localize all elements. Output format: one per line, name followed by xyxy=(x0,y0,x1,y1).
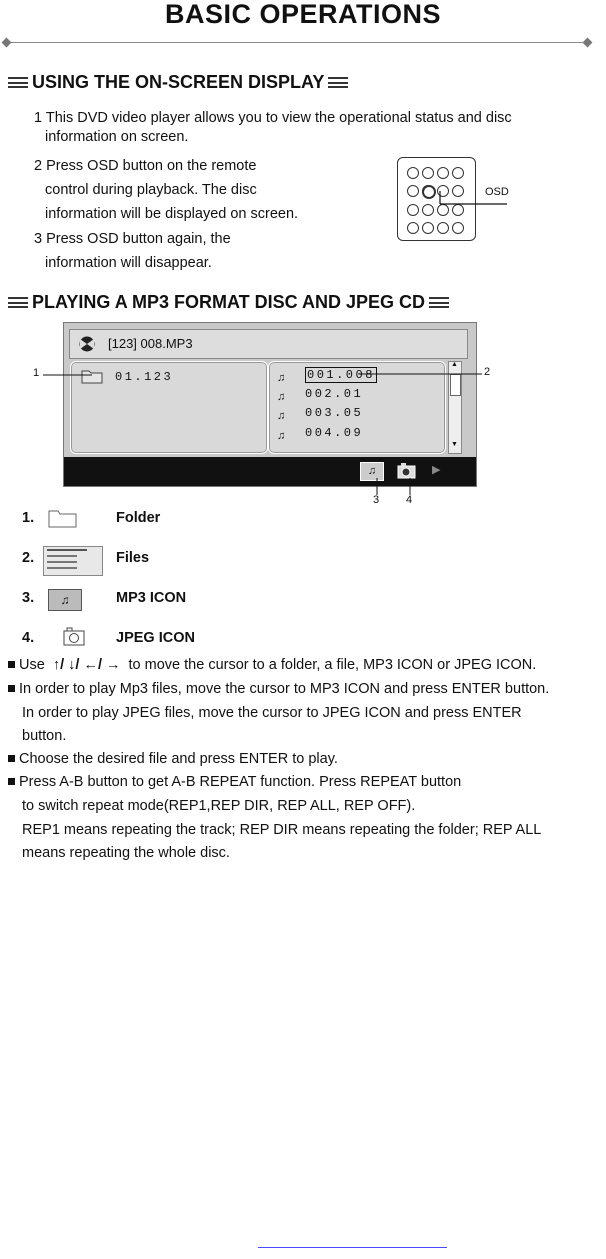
legend-number: 3. xyxy=(22,590,35,606)
mp3-icon: ♫ xyxy=(48,589,82,611)
bullet-repeat xyxy=(8,771,461,795)
file-name[interactable]: 003.05 xyxy=(305,406,364,420)
mp3-icon-button[interactable]: ♫ xyxy=(360,462,384,481)
scroll-up-icon[interactable]: ▲ xyxy=(451,361,458,368)
bullet-icon xyxy=(8,778,15,785)
osd-item-2-line-3: information will be displayed on screen. xyxy=(45,206,299,222)
screen-callout-lines xyxy=(0,360,606,510)
legend-number: 4. xyxy=(22,630,35,646)
legend-label: JPEG ICON xyxy=(116,630,195,646)
callout-4-label: 4 xyxy=(406,494,413,506)
heading-bars-icon xyxy=(8,77,28,88)
file-name-selected[interactable]: 001.008 xyxy=(307,368,375,382)
bullet-choose-file xyxy=(8,748,338,772)
bullet-play-mp3 xyxy=(8,678,549,702)
divider-diamond-left xyxy=(2,38,12,48)
folder-icon xyxy=(48,508,78,528)
footer-link-underline[interactable] xyxy=(258,1247,447,1248)
bullet-text: Press A-B button to get A-B REPEAT function. Press REPEAT button xyxy=(19,774,462,790)
arrow-keys-icon: ↑/ ↓/ ←/ → xyxy=(52,657,121,673)
legend-label: Folder xyxy=(116,510,161,526)
section-heading-mp3 xyxy=(8,292,449,313)
heading-bars-icon xyxy=(8,297,28,308)
bullet-text: In order to play JPEG files, move the cursor to JPEG ICON and press ENTER xyxy=(22,705,522,721)
bullet-text: to move the cursor to a folder, a file, MP3 ICON or JPEG ICON. xyxy=(128,657,537,673)
bullet-icon xyxy=(8,661,15,668)
bullet-text: button. xyxy=(22,728,67,744)
bullet-text: In order to play Mp3 files, move the cursor to MP3 ICON and press ENTER button. xyxy=(19,681,550,697)
play-arrow-icon[interactable]: ▶ xyxy=(432,464,441,476)
heading-bars-icon xyxy=(328,77,348,88)
section-heading-text: PLAYING A MP3 FORMAT DISC AND JPEG CD xyxy=(32,292,426,312)
disc-icon xyxy=(79,336,95,352)
legend-label: MP3 ICON xyxy=(116,590,187,606)
osd-item-2-line-2: control during playback. The disc xyxy=(45,182,257,198)
bullet-icon xyxy=(8,685,15,692)
screen-header xyxy=(69,329,468,359)
legend-label: Files xyxy=(116,550,150,566)
bullet-navigation xyxy=(8,654,536,678)
music-note-icon: ♫ xyxy=(277,391,286,403)
legend-number: 1. xyxy=(22,510,35,526)
file-name[interactable]: 004.09 xyxy=(305,426,364,440)
folder-name[interactable]: 01.123 xyxy=(115,370,174,384)
bullet-text: REP1 means repeating the track; REP DIR means repeating the folder; REP ALL xyxy=(22,822,542,838)
jpeg-icon xyxy=(62,626,88,648)
osd-item-1-line-2: information on screen. xyxy=(45,129,189,145)
osd-item-2-line-1: 2 Press OSD button on the remote xyxy=(34,158,257,174)
bullet-text: means repeating the whole disc. xyxy=(22,845,230,861)
current-track-label: [123] 008.MP3 xyxy=(108,336,193,351)
section-heading-osd xyxy=(8,72,348,93)
music-note-icon: ♫ xyxy=(277,430,286,442)
osd-callout-label: OSD xyxy=(485,186,509,198)
title-divider xyxy=(6,42,590,43)
scroll-down-icon[interactable]: ▼ xyxy=(451,441,458,448)
page-title: BASIC OPERATIONS xyxy=(164,0,442,29)
callout-2-label: 2 xyxy=(484,366,491,378)
legend-number: 2. xyxy=(22,550,35,566)
music-note-icon: ♫ xyxy=(277,372,286,384)
bullet-icon xyxy=(8,755,15,762)
callout-1-label: 1 xyxy=(33,367,40,379)
bullet-text: Use xyxy=(19,657,45,673)
osd-item-1-line-1: 1 This DVD video player allows you to view the operational status and disc xyxy=(34,110,512,126)
callout-3-label: 3 xyxy=(373,494,380,506)
music-note-icon: ♫ xyxy=(277,410,286,422)
files-thumbnail-icon xyxy=(43,546,103,576)
osd-item-3-line-2: information will disappear. xyxy=(45,255,212,271)
heading-bars-icon xyxy=(429,297,449,308)
remote-osd-pointer xyxy=(397,157,517,247)
bullet-text: to switch repeat mode(REP1,REP DIR, REP ALL, REP OFF). xyxy=(22,798,416,814)
osd-item-3-line-1: 3 Press OSD button again, the xyxy=(34,231,231,247)
bullet-text: Choose the desired file and press ENTER to play. xyxy=(19,751,338,767)
divider-diamond-right xyxy=(583,38,593,48)
section-heading-text: USING THE ON-SCREEN DISPLAY xyxy=(32,72,325,92)
file-name[interactable]: 002.01 xyxy=(305,387,364,401)
